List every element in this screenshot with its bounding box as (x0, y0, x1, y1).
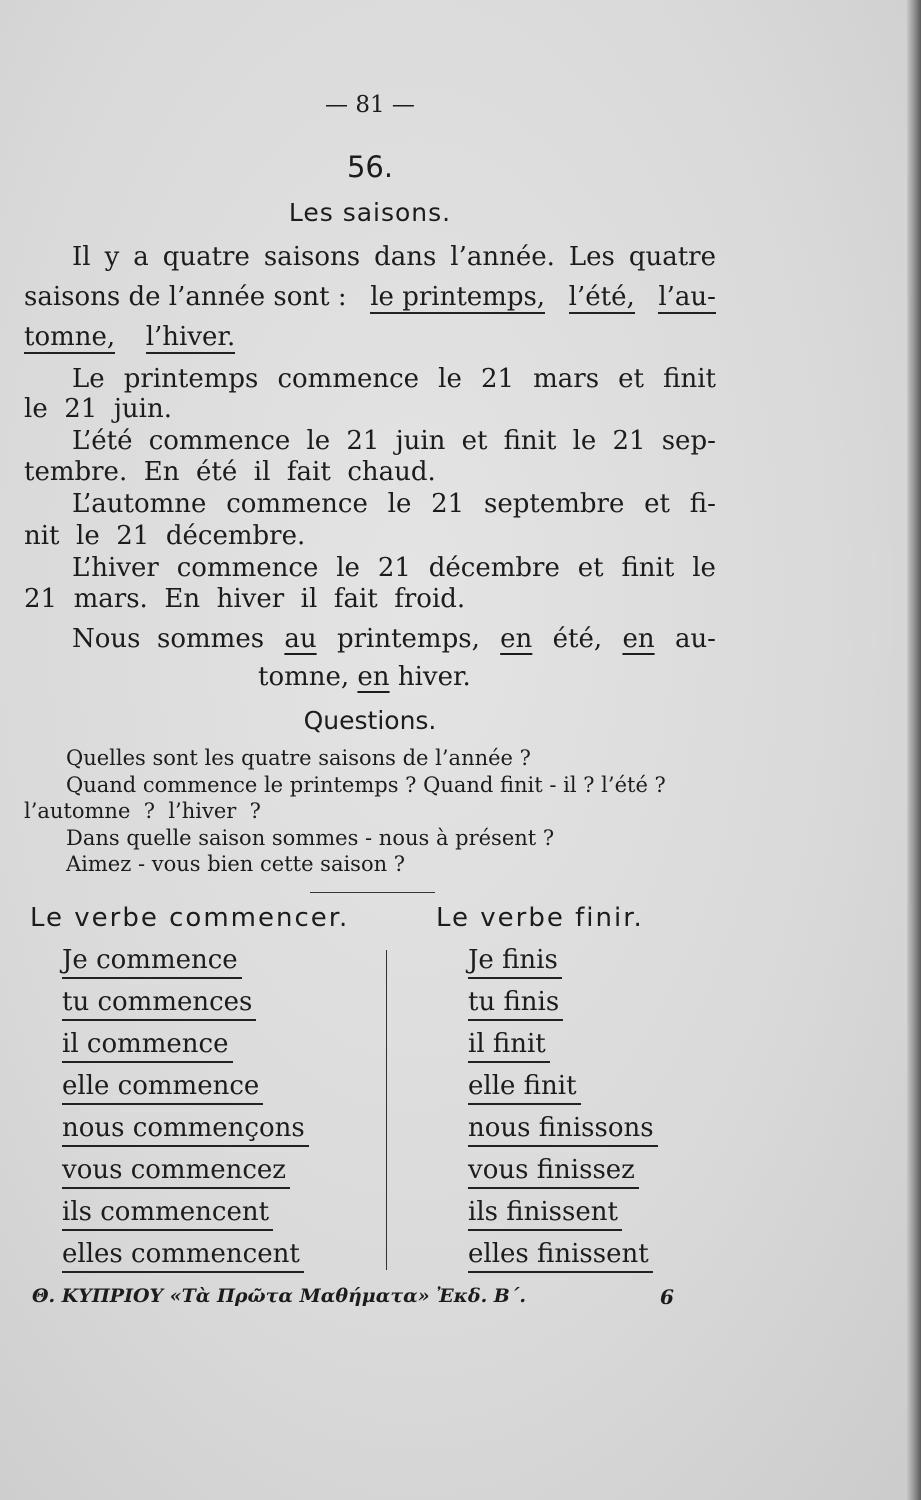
word: 21 (377, 553, 411, 583)
commencer-je: Je commence (62, 945, 242, 979)
finir-nous: nous finissons (468, 1113, 658, 1147)
word: L’hiver (72, 553, 159, 583)
word: le (387, 489, 412, 519)
word: fi- (689, 489, 716, 519)
finir-je: Je finis (468, 945, 562, 979)
paragraph-5-line-1 (72, 553, 716, 583)
verb-finir-title: Le verbe finir. (436, 903, 644, 933)
word: et (618, 364, 645, 394)
commencer-elle: elle commence (62, 1071, 263, 1105)
season-winter: l’hiver. (145, 322, 236, 352)
questions-title: Questions. (303, 706, 437, 735)
word: quatre (162, 242, 250, 272)
word: hiver. (397, 662, 471, 692)
finir-ils: ils finissent (468, 1197, 622, 1231)
word: le (336, 553, 360, 583)
word: 21 (431, 489, 465, 519)
word: dans (374, 242, 437, 272)
word: mars (533, 364, 600, 394)
lesson-number: 56. (346, 150, 394, 184)
word: commence (277, 364, 420, 394)
word: et (577, 553, 604, 583)
word: commence (226, 489, 368, 519)
finir-tu: tu finis (468, 987, 563, 1021)
commencer-vous: vous commencez (62, 1155, 290, 1189)
question-4: Aimez - vous bien cette saison ? (66, 852, 406, 876)
word: au- (674, 624, 716, 654)
question-2-continued: l’automne ? l’hiver ? (24, 799, 261, 823)
word: printemps, (336, 624, 480, 654)
paragraph-3-line-2: tembre. En été il fait chaud. (24, 457, 436, 487)
paragraph-4-line-1 (72, 489, 716, 519)
season-autumn-part1: l’au- (658, 282, 716, 312)
word: sep- (661, 426, 716, 456)
question-1: Quelles sont les quatre saisons de l’année ? (66, 746, 531, 770)
word: Le (72, 364, 105, 394)
word: juin (395, 426, 446, 456)
finir-elle: elle finit (468, 1071, 581, 1105)
sentence-fragment: Nous sommes (72, 624, 265, 654)
word: septembre (484, 489, 625, 519)
word: et (644, 489, 670, 519)
question-2: Quand commence le printemps ? Quand finit - il ? l’été ? (66, 773, 666, 797)
word: y (104, 242, 120, 272)
section-divider (310, 892, 435, 893)
paragraph-4-line-2: nit le 21 décembre. (24, 521, 306, 551)
paragraph-6-line-1 (72, 624, 716, 654)
word: saisons (263, 242, 361, 272)
finir-il: il finit (468, 1029, 550, 1063)
page-edge (907, 0, 921, 1500)
commencer-il: il commence (62, 1029, 233, 1063)
season-summer: l’été, (568, 282, 635, 312)
page-number: — 81 — (325, 92, 415, 118)
word: été, (552, 624, 603, 654)
word: printemps (123, 364, 259, 394)
season-autumn-part2: tomne, (24, 322, 116, 352)
word: décembre (428, 553, 560, 583)
season-spring: le printemps, (370, 282, 546, 312)
lesson-title: Les saisons. (288, 198, 452, 227)
preposition-en: en (500, 624, 533, 654)
sheet-number: 6 (660, 1285, 674, 1309)
paragraph-3-line-1 (72, 426, 716, 456)
word: a (133, 242, 149, 272)
paragraph-1-line-1 (72, 242, 716, 272)
footer-credit: Θ. ΚΥΠΡΙΟΥ «Τὰ Πρῶτα Μαθήματα» Ἐκδ. Β΄. (32, 1285, 526, 1307)
paragraph-1-line-2 (24, 282, 716, 314)
word: finit (503, 426, 557, 456)
commencer-elles: elles commencent (62, 1239, 304, 1273)
word: tomne, (258, 662, 350, 692)
word: 21 (346, 426, 380, 456)
word: finit (663, 364, 716, 394)
word: L’automne (72, 489, 207, 519)
question-3: Dans quelle saison sommes - nous à présent ? (66, 826, 555, 850)
word: le (438, 364, 462, 394)
word: Les (568, 242, 615, 272)
word: et (461, 426, 488, 456)
word: finit (621, 553, 675, 583)
word: quatre (628, 242, 716, 272)
word: 21 (612, 426, 646, 456)
verb-commencer-title: Le verbe commencer. (30, 903, 350, 933)
word: L’été (72, 426, 133, 456)
word: Il (72, 242, 91, 272)
paragraph-2-line-2: le 21 juin. (24, 394, 172, 424)
word: commence (148, 426, 291, 456)
word: commence (176, 553, 319, 583)
preposition-au: au (284, 624, 317, 654)
paragraph-5-line-2: 21 mars. En hiver il fait froid. (24, 584, 466, 614)
paragraph-2-line-1 (72, 364, 716, 394)
word: 21 (480, 364, 515, 394)
word: le (306, 426, 331, 456)
paragraph-1-line-3 (24, 322, 716, 352)
word: le (572, 426, 597, 456)
word: l’année. (450, 242, 555, 272)
finir-elles: elles finissent (468, 1239, 653, 1273)
commencer-tu: tu commences (62, 987, 256, 1021)
paragraph-6-line-2 (258, 662, 471, 692)
preposition-en: en (357, 662, 390, 692)
sentence-fragment: saisons de l’année sont : (24, 282, 347, 312)
finir-vous: vous finissez (468, 1155, 639, 1189)
commencer-nous: nous commençons (62, 1113, 309, 1147)
preposition-en: en (622, 624, 655, 654)
word: le (692, 553, 716, 583)
column-divider (386, 950, 387, 1270)
commencer-ils: ils commencent (62, 1197, 273, 1231)
